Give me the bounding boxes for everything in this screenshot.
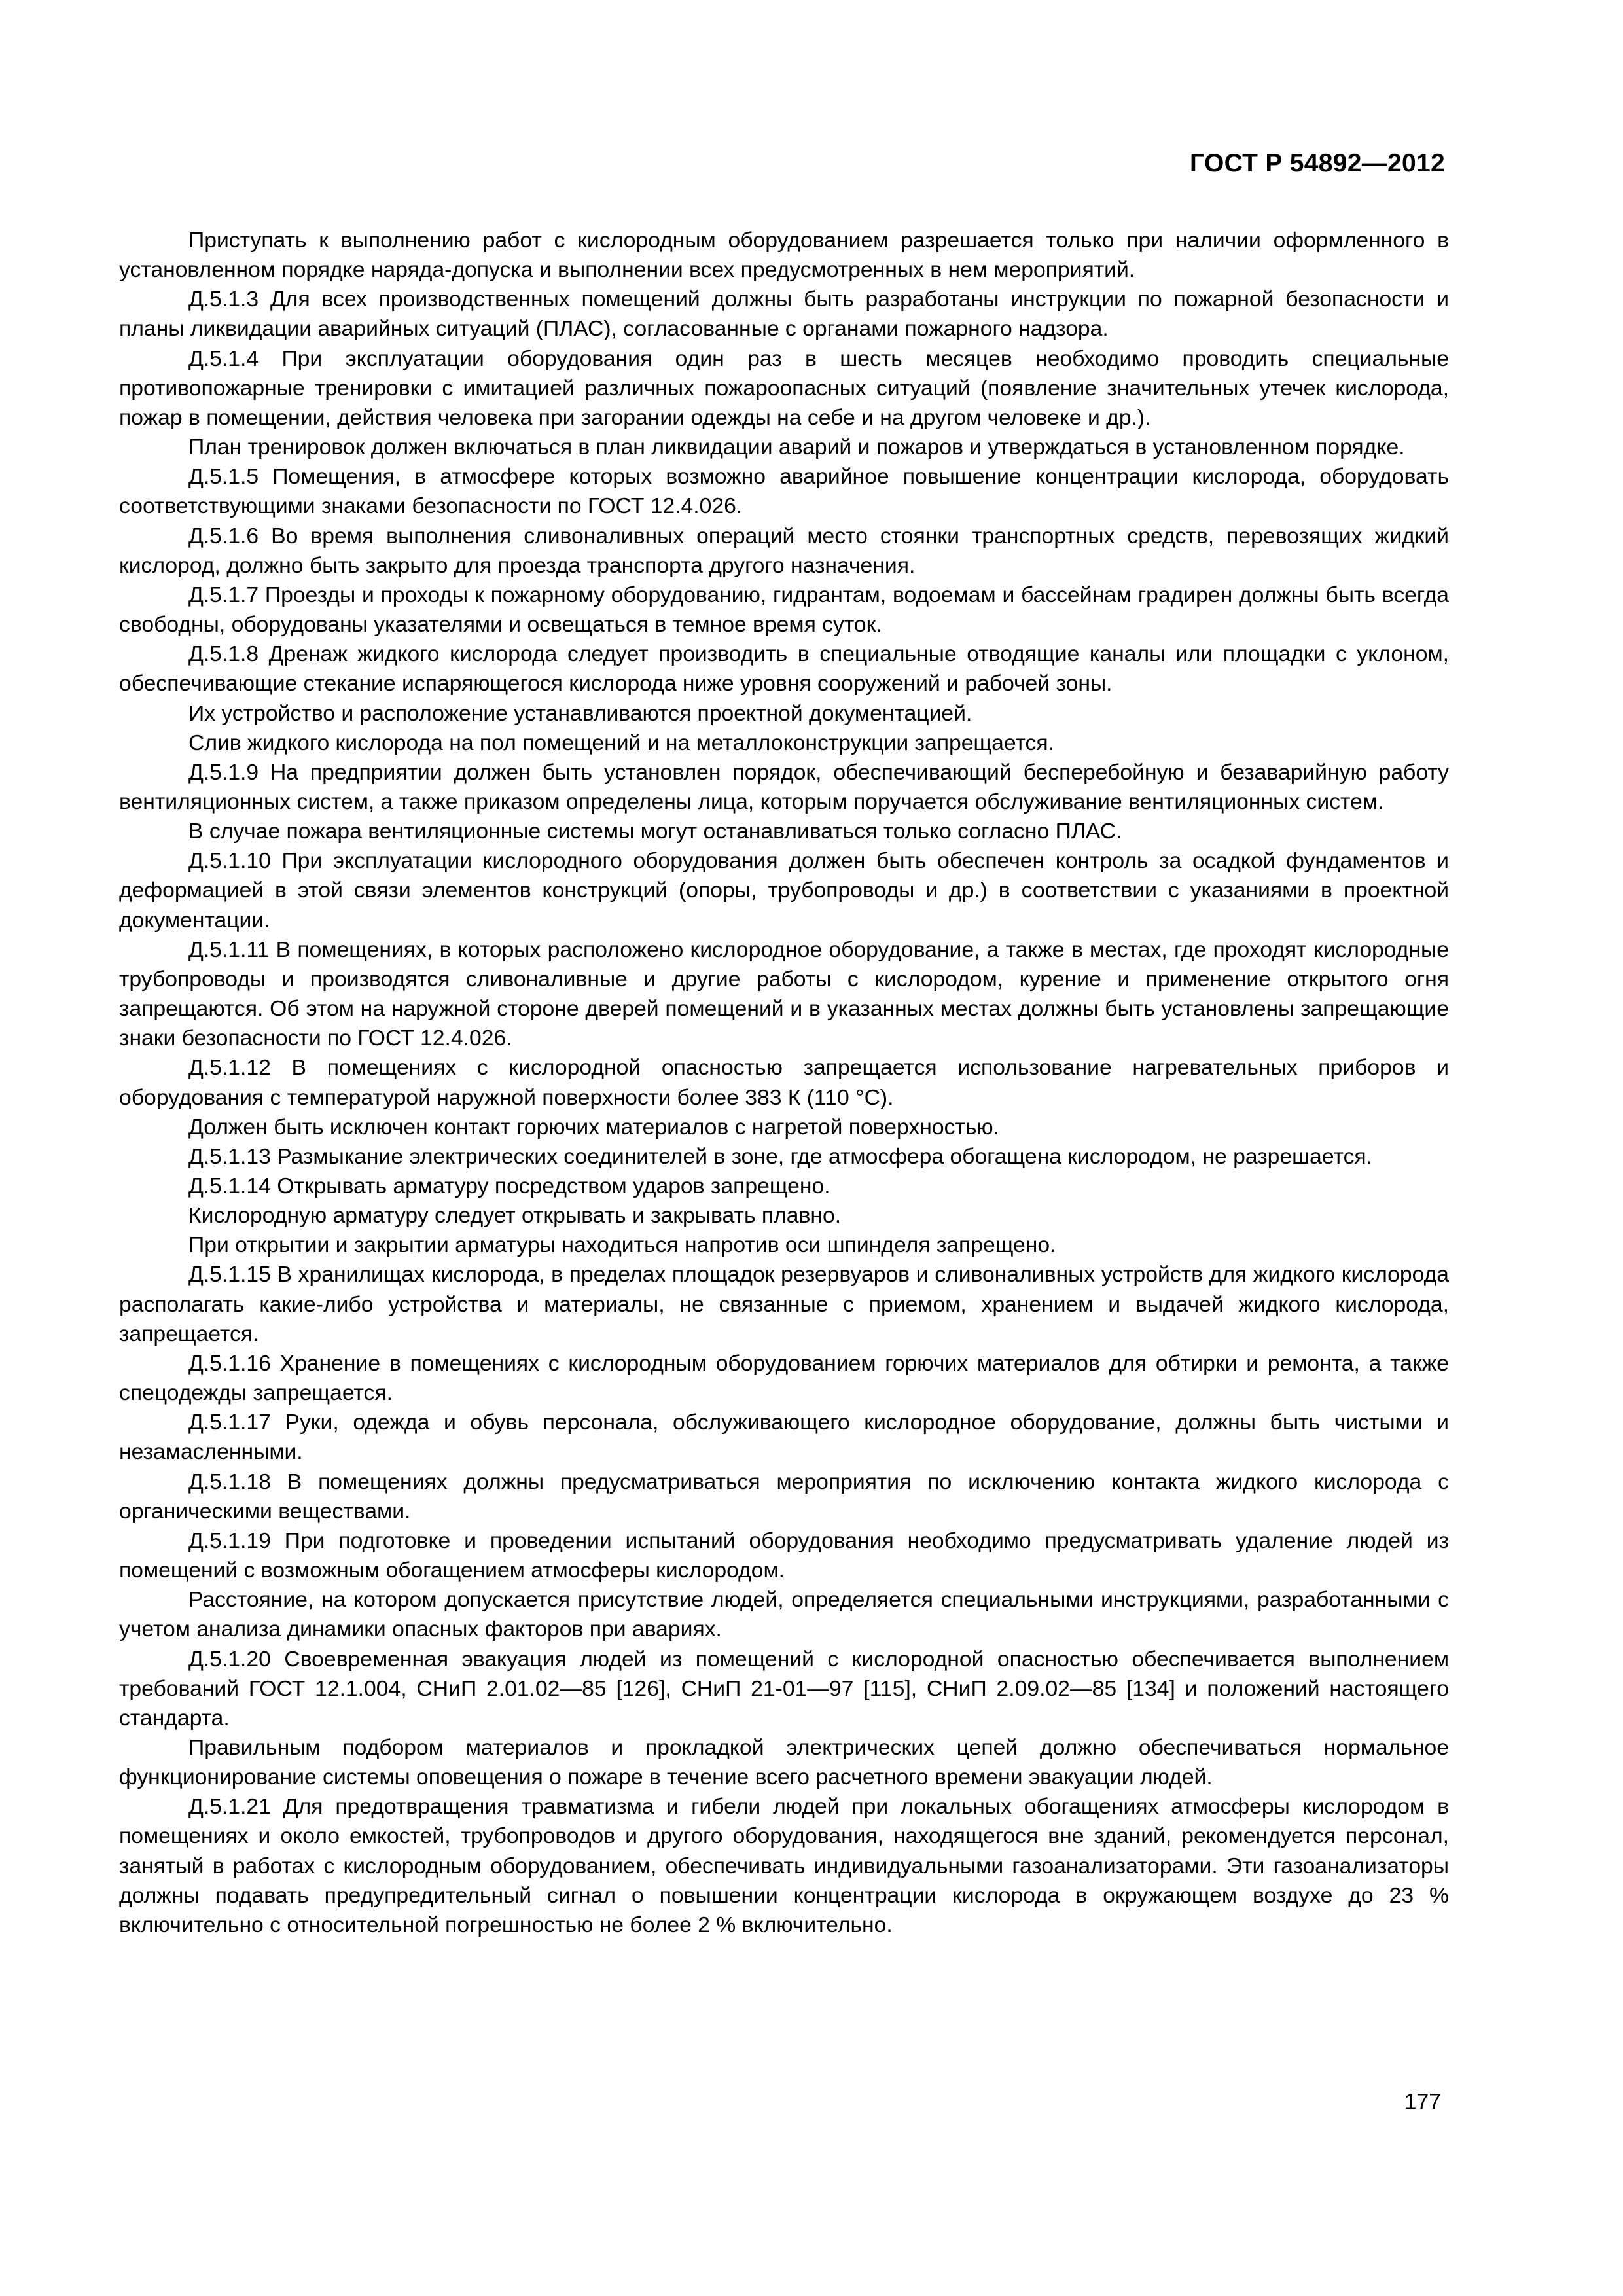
paragraph-d-5-1-19: Д.5.1.19 При подготовке и проведении испытаний оборудования необходимо предусматривать удаление людей из помещений с возможным обогащением атмосферы кислородом. — [119, 1528, 1449, 1583]
paragraph-valve-spindle: При открытии и закрытии арматуры находиться напротив оси шпинделя запрещено. — [188, 1232, 1056, 1258]
page-number: 177 — [1404, 2089, 1441, 2114]
paragraph-d-5-1-12: Д.5.1.12 В помещениях с кислородной опасностью запрещается использование нагревательных приборов и оборудования с температурой наружной поверхности более 383 К (110 °С). — [119, 1055, 1449, 1110]
paragraph-d-5-1-10: Д.5.1.10 При эксплуатации кислородного оборудования должен быть обеспечен контроль за осадкой фундаментов и деформацией в этой связи элементов конструкций (опоры, трубопроводы и др.) в соответствии с указаниями в проектной документации. — [119, 848, 1449, 933]
paragraph-d-5-1-20: Д.5.1.20 Своевременная эвакуация людей из помещений с кислородной опасностью обеспечивается выполнением требований ГОСТ 12.1.004, СНиП 2.01.02—85 [126], СНиП 21-01—97 [115], СНиП 2.09.02—85 [134] и положений настоящего стандарта. — [119, 1646, 1449, 1731]
paragraph-d-5-1-16: Д.5.1.16 Хранение в помещениях с кислородным оборудованием горючих материалов для обтирки и ремонта, а также спецодежды запрещается. — [119, 1350, 1449, 1406]
paragraph-d-5-1-14: Д.5.1.14 Открывать арматуру посредством ударов запрещено. — [188, 1174, 830, 1198]
paragraph-work-permit: Приступать к выполнению работ с кислородным оборудованием разрешается только при наличии оформленного в установленном порядке наряда-допуска и выполнении всех предусмотренных в нем мероприятий. — [119, 228, 1449, 283]
paragraph-fire-ventilation: В случае пожара вентиляционные системы могут останавливаться только согласно ПЛАС. — [188, 819, 1122, 844]
paragraph-d-5-1-4: Д.5.1.4 При эксплуатации оборудования один раз в шесть месяцев необходимо проводить специальные противопожарные тренировки с имитацией различных пожароопасных ситуаций (появление значительных утечек кислорода, пожар в помещении, действия человека при загорании одежды на себе и на другом человеке и др.). — [119, 346, 1449, 430]
paragraph-hot-surface: Должен быть исключен контакт горючих материалов с нагретой поверхностью. — [188, 1114, 1000, 1139]
paragraph-training-plan: План тренировок должен включаться в план ликвидации аварий и пожаров и утверждаться в установленном порядке. — [188, 435, 1405, 460]
document-body — [119, 226, 1449, 1940]
paragraph-d-5-1-17: Д.5.1.17 Руки, одежда и обувь персонала, обслуживающего кислородное оборудование, должны быть чистыми и незамасленными. — [119, 1410, 1449, 1465]
paragraph-d-5-1-21: Д.5.1.21 Для предотвращения травматизма и гибели людей при локальных обогащениях атмосферы кислородом в помещениях и около емкостей, трубопроводов и другого оборудования, находящегося вне зданий, рекомендуется персонал, занятый в работах с кислородным оборудованием, обеспечивать индивидуальными газоанализаторами. Эти газоанализаторы должны подавать предупредительный сигнал о повышении концентрации кислорода в окружающем воздухе до 23 % включительно с относительной погрешностью не более 2 % включительно. — [119, 1794, 1449, 1937]
standard-header: ГОСТ Р 54892—2012 — [1190, 149, 1445, 177]
paragraph-d-5-1-11: Д.5.1.11 В помещениях, в которых расположено кислородное оборудование, а также в местах, где проходят кислородные трубопроводы и производятся сливоналивные и другие работы с кислородом, курение и применение открытого огня запрещаются. Об этом на наружной стороне дверей помещений и в указанных местах должны быть установлены запрещающие знаки безопасности по ГОСТ 12.4.026. — [119, 937, 1449, 1051]
paragraph-fire-alarm-wiring: Правильным подбором материалов и прокладкой электрических цепей должно обеспечиваться нормальное функционирование системы оповещения о пожаре в течение всего расчетного времени эвакуации людей. — [119, 1734, 1449, 1790]
paragraph-d-5-1-7: Д.5.1.7 Проезды и проходы к пожарному оборудованию, гидрантам, водоемам и бассейнам градирен должны быть всегда свободны, оборудованы указателями и освещаться в темное время суток. — [119, 582, 1449, 637]
paragraph-drain-prohibition: Слив жидкого кислорода на пол помещений и на металлоконструкции запрещается. — [188, 730, 1054, 755]
paragraph-drainage-design: Их устройство и расположение устанавливаются проектной документацией. — [188, 700, 972, 726]
paragraph-d-5-1-15: Д.5.1.15 В хранилищах кислорода, в пределах площадок резервуаров и сливоналивных устройств для жидкого кислорода располагать какие-либо устройства и материалы, не связанные с приемом, хранением и выдачей жидкого кислорода, запрещается. — [119, 1262, 1449, 1346]
paragraph-safe-distance: Расстояние, на котором допускается присутствие людей, определяется специальными инструкциями, разработанными с учетом анализа динамики опасных факторов при авариях. — [119, 1587, 1449, 1642]
paragraph-valve-smooth: Кислородную арматуру следует открывать и закрывать плавно. — [188, 1203, 842, 1229]
paragraph-d-5-1-5: Д.5.1.5 Помещения, в атмосфере которых возможно аварийное повышение концентрации кислорода, оборудовать соответствующими знаками безопасности по ГОСТ 12.4.026. — [119, 464, 1449, 519]
paragraph-d-5-1-6: Д.5.1.6 Во время выполнения сливоналивных операций место стоянки транспортных средств, перевозящих жидкий кислород, должно быть закрыто для проезда транспорта другого назначения. — [119, 523, 1449, 578]
paragraph-d-5-1-8: Д.5.1.8 Дренаж жидкого кислорода следует производить в специальные отводящие каналы или площадки с уклоном, обеспечивающие стекание испаряющегося кислорода ниже уровня сооружений и рабочей зоны. — [119, 641, 1449, 696]
paragraph-d-5-1-13: Д.5.1.13 Размыкание электрических соединителей в зоне, где атмосфера обогащена кислородом, не разрешается. — [188, 1143, 1373, 1169]
paragraph-d-5-1-18: Д.5.1.18 В помещениях должны предусматриваться мероприятия по исключению контакта жидкого кислорода с органическими веществами. — [119, 1469, 1449, 1524]
paragraph-d-5-1-3: Д.5.1.3 Для всех производственных помещений должны быть разработаны инструкции по пожарной безопасности и планы ликвидации аварийных ситуаций (ПЛАС), согласованные с органами пожарного надзора. — [119, 287, 1449, 342]
paragraph-d-5-1-9: Д.5.1.9 На предприятии должен быть установлен порядок, обеспечивающий бесперебойную и безаварийную работу вентиляционных систем, а также приказом определены лица, которым поручается обслуживание вентиляционных систем. — [119, 759, 1449, 814]
